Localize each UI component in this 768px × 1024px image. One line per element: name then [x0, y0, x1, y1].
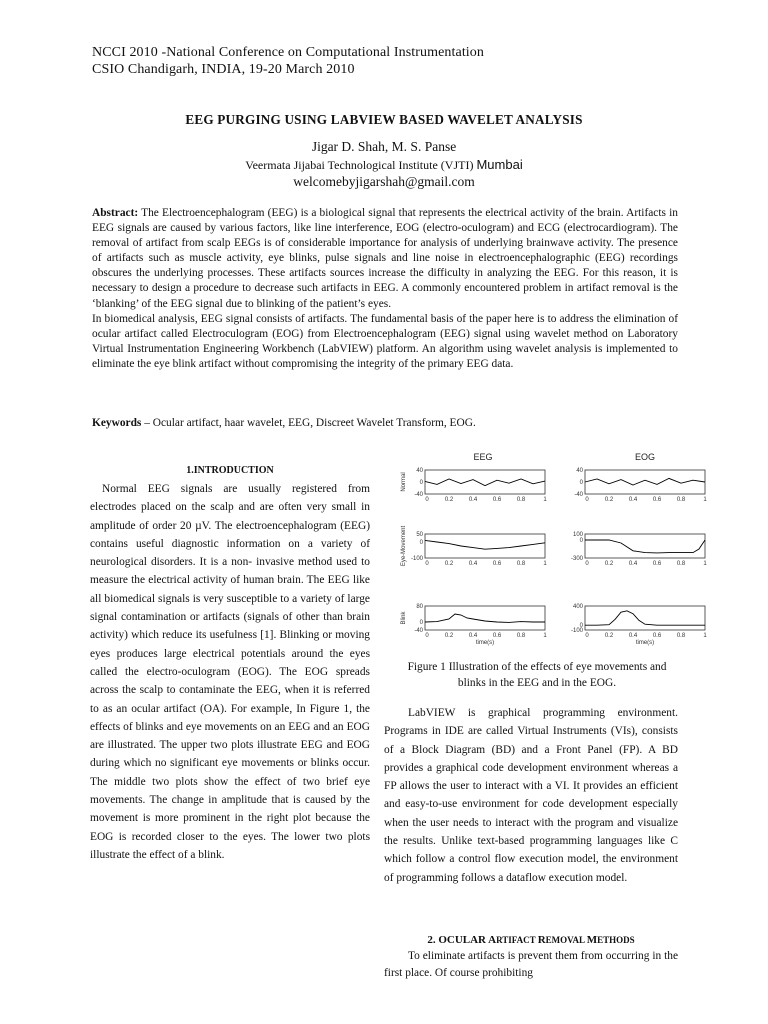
- x-tick-label: 0: [425, 561, 429, 567]
- x-tick-label: 0: [585, 497, 589, 503]
- x-axis-label: time(s): [635, 640, 655, 646]
- abstract-paragraph-2: In biomedical analysis, EEG signal consists of artifacts. The fundamental basis of the paper here is to address the elimination of ocular artifact called Electroculogram (EOG) from Electroencephalogram (EEG) signal using wavelet method on Laboratory Virtual Instrumentation Engineering Workbench (LabVIEW) platform. An algorithm using wavelet analysis is implemented to eliminate the eye blink artifact without compromising the integrity of the primary EEG data.: [92, 312, 678, 370]
- series-line-eog-eye-movement: [585, 540, 705, 553]
- panel-frame-eog-blink: [585, 606, 705, 630]
- paper-affiliation: [0, 156, 768, 174]
- x-tick-label: 0.2: [444, 497, 454, 503]
- figure-1-chart: [395, 450, 715, 655]
- labview-column: [384, 704, 678, 887]
- row-label-eye-movement: Eye-Movement: [401, 525, 407, 567]
- section-1-body: Normal EEG signals are usually registered from electrodes placed on the scalp and are often very small in amplitude of order 20 µV. The electroencephalogram (EEG) contains useful diagnostic information on a variety of neurological disorders. It is a non- invasive method used to measure the electrical activity of human brain. The EEG like all biomedical signals is very susceptible to a variety of large signal contamination or artifacts (signals of other than brain activity) which reduce its usefulness [1]. Blinking or moving eyes produces large electrical potentials around the eyes called the electro-oculogram (EOG). The EOG spreads across the scalp to contaminate the EEG, when it is referred to as an ocular artifact (OA). For example, In Figure 1, the effects of blinks and eye movements on an EEG and an EOG are illustrated. The upper two plots illustrate EEG and EOG during which no significant eye movements or blinks occur. The middle two plots show the effect of two brief eye movements. The change in amplitude that is caused by the movement is more prominent in the right plot because the EOG is recorded closer to the eyes. The lower two plots illustrate the effect of a blink.: [90, 483, 370, 861]
- panel-frame-eog-eye-movement: [585, 534, 705, 558]
- x-tick-label: 0.2: [444, 633, 454, 639]
- x-tick-label: 0.6: [652, 561, 662, 567]
- labview-paragraph: LabVIEW is graphical programming environment. Programs in IDE are called Virtual Instruments (VIs), consists of a Block Diagram (BD) and a Front Panel (FP). A BD provides a graphical code development environment whereas a FP allows the user to interact with a VI. It provides an efficient and easy-to-use environment for code development especially when the user needs to interact with the program and visualize the results. Unlike text-based programming languages like C which follow a control flow execution model, the environment of programming follows a dataflow execution model.: [384, 707, 678, 884]
- column-title-eog: EOG: [634, 452, 656, 462]
- series-line-eeg-blink: [425, 614, 545, 622]
- series-line-eeg-normal: [425, 479, 545, 486]
- x-tick-label: 0.4: [468, 497, 478, 503]
- x-tick-label: 0.2: [604, 497, 614, 503]
- conference-venue: CSIO Chandigarh, INDIA, 19-20 March 2010: [92, 62, 355, 77]
- x-tick-label: 0.8: [676, 633, 686, 639]
- x-tick-label: 1: [703, 497, 707, 503]
- x-tick-label: 0.8: [676, 561, 686, 567]
- y-tick-label: 0: [579, 623, 583, 630]
- introduction-column: [90, 464, 370, 864]
- section-2-title-part: EMOVAL: [545, 935, 587, 945]
- y-tick-label: 0: [579, 538, 583, 544]
- paper-authors: Jigar D. Shah, M. S. Panse: [311, 139, 457, 154]
- x-tick-label: 0.2: [604, 561, 614, 567]
- y-tick-label: 100: [572, 532, 583, 538]
- section-2-title-part: 2. OCULAR: [427, 934, 489, 946]
- section-2-body: To eliminate artifacts is prevent them from occurring in the first place. Of course prohibiting: [384, 950, 678, 979]
- author-email: welcomebyjigarshah@gmail.com: [293, 174, 475, 189]
- institute-city: Mumbai: [476, 157, 523, 172]
- section-2-title-part: R: [537, 934, 546, 946]
- y-tick-label: 80: [416, 604, 423, 610]
- y-tick-label: 40: [576, 468, 583, 474]
- y-tick-label: -40: [414, 628, 423, 634]
- y-tick-label: 400: [572, 604, 583, 610]
- row-label-normal: Normal: [401, 472, 407, 492]
- figure-1-caption: Figure 1 Illustration of the effects of eye movements and blinks in the EEG and in the EOG.: [407, 661, 667, 689]
- y-tick-label: 0: [419, 540, 423, 546]
- x-tick-label: 1: [543, 561, 547, 567]
- y-tick-label: 0: [419, 620, 423, 626]
- x-tick-label: 0: [585, 633, 589, 639]
- section-2-title-part: ETHODS: [597, 935, 635, 945]
- series-line-eog-normal: [585, 478, 705, 485]
- y-tick-label: -100: [410, 556, 423, 562]
- keywords-text: – Ocular artifact, haar wavelet, EEG, Discreet Wavelet Transform, EOG.: [141, 417, 476, 429]
- x-tick-label: 1: [703, 633, 707, 639]
- section-2-heading: [384, 934, 678, 946]
- conference-header: [92, 44, 484, 78]
- y-tick-label: 50: [416, 532, 423, 538]
- x-tick-label: 0.4: [628, 497, 638, 503]
- column-title-eeg: EEG: [473, 452, 493, 462]
- x-tick-label: 0.8: [516, 633, 526, 639]
- x-tick-label: 0: [425, 497, 429, 503]
- panel-frame-eeg-eye-movement: [425, 534, 545, 558]
- y-tick-label: -40: [574, 492, 583, 498]
- panel-frame-eeg-blink: [425, 606, 545, 630]
- x-tick-label: 0.4: [628, 561, 638, 567]
- institute-name: Veermata Jijabai Technological Institute (VJTI): [245, 158, 474, 172]
- x-tick-label: 0: [425, 633, 429, 639]
- x-tick-label: 0.4: [468, 561, 478, 567]
- x-tick-label: 0: [585, 561, 589, 567]
- y-tick-label: -100: [570, 628, 583, 634]
- x-tick-label: 0.8: [676, 497, 686, 503]
- abstract-label: Abstract:: [92, 207, 139, 219]
- x-tick-label: 0.4: [468, 633, 478, 639]
- x-tick-label: 0.6: [652, 633, 662, 639]
- x-tick-label: 0.6: [492, 633, 502, 639]
- x-tick-label: 1: [703, 561, 707, 567]
- paper-title: EEG PURGING USING LABVIEW BASED WAVELET ANALYSIS: [185, 112, 583, 127]
- x-tick-label: 0.4: [628, 633, 638, 639]
- y-tick-label: 40: [416, 468, 423, 474]
- x-tick-label: 0.6: [492, 497, 502, 503]
- section-2-title-part: RTIFACT: [496, 935, 538, 945]
- x-tick-label: 1: [543, 497, 547, 503]
- series-line-eog-blink: [585, 611, 705, 625]
- section-1-number: 1.: [186, 465, 194, 476]
- section-2-column: [384, 948, 678, 982]
- x-tick-label: 1: [543, 633, 547, 639]
- conference-name: NCCI 2010 -National Conference on Computational Instrumentation: [92, 45, 484, 60]
- section-1-heading: [90, 464, 370, 478]
- y-tick-label: 0: [419, 480, 423, 486]
- series-line-eeg-eye-movement: [425, 540, 545, 549]
- y-tick-label: 0: [579, 480, 583, 486]
- x-axis-label: time(s): [475, 640, 495, 646]
- x-tick-label: 0.6: [652, 497, 662, 503]
- section-2-title-part: A: [488, 934, 497, 946]
- row-label-blink: Blink: [401, 611, 407, 625]
- y-tick-label: -300: [570, 556, 583, 562]
- x-tick-label: 0.8: [516, 497, 526, 503]
- section-1-title: INTRODUCTION: [193, 465, 274, 476]
- keywords: [92, 416, 678, 431]
- y-tick-label: -40: [414, 492, 423, 498]
- x-tick-label: 0.8: [516, 561, 526, 567]
- keywords-label: Keywords: [92, 417, 142, 429]
- x-tick-label: 0.6: [492, 561, 502, 567]
- abstract-paragraph-1: The Electroencephalogram (EEG) is a biological signal that represents the electrical activity of the brain. Artifacts in EEG signals are caused by various factors, like line interference, EOG (electro-oculogram) and ECG (electrocardiogram). The removal of artifact from scalp EEGs is of considerable importance for analysis of underlying brainwave activity. The presence of artifacts such as muscle activity, eye blinks, pulse signals and line noise in electroencephalographic (EEG) recordings obscures the underlying processes. These artifacts sources increase the difficulty in analyzing the EEG. For this reason, it is necessary to design a procedure to decrease such artifacts in EEG. A commonly encountered problem in artifact removal is the ‘blanking’ of the EEG signal due to blinking of the patient’s eyes.: [92, 207, 678, 310]
- x-tick-label: 0.2: [444, 561, 454, 567]
- x-tick-label: 0.2: [604, 633, 614, 639]
- section-2-title-part: M: [586, 934, 598, 946]
- abstract: [92, 206, 678, 372]
